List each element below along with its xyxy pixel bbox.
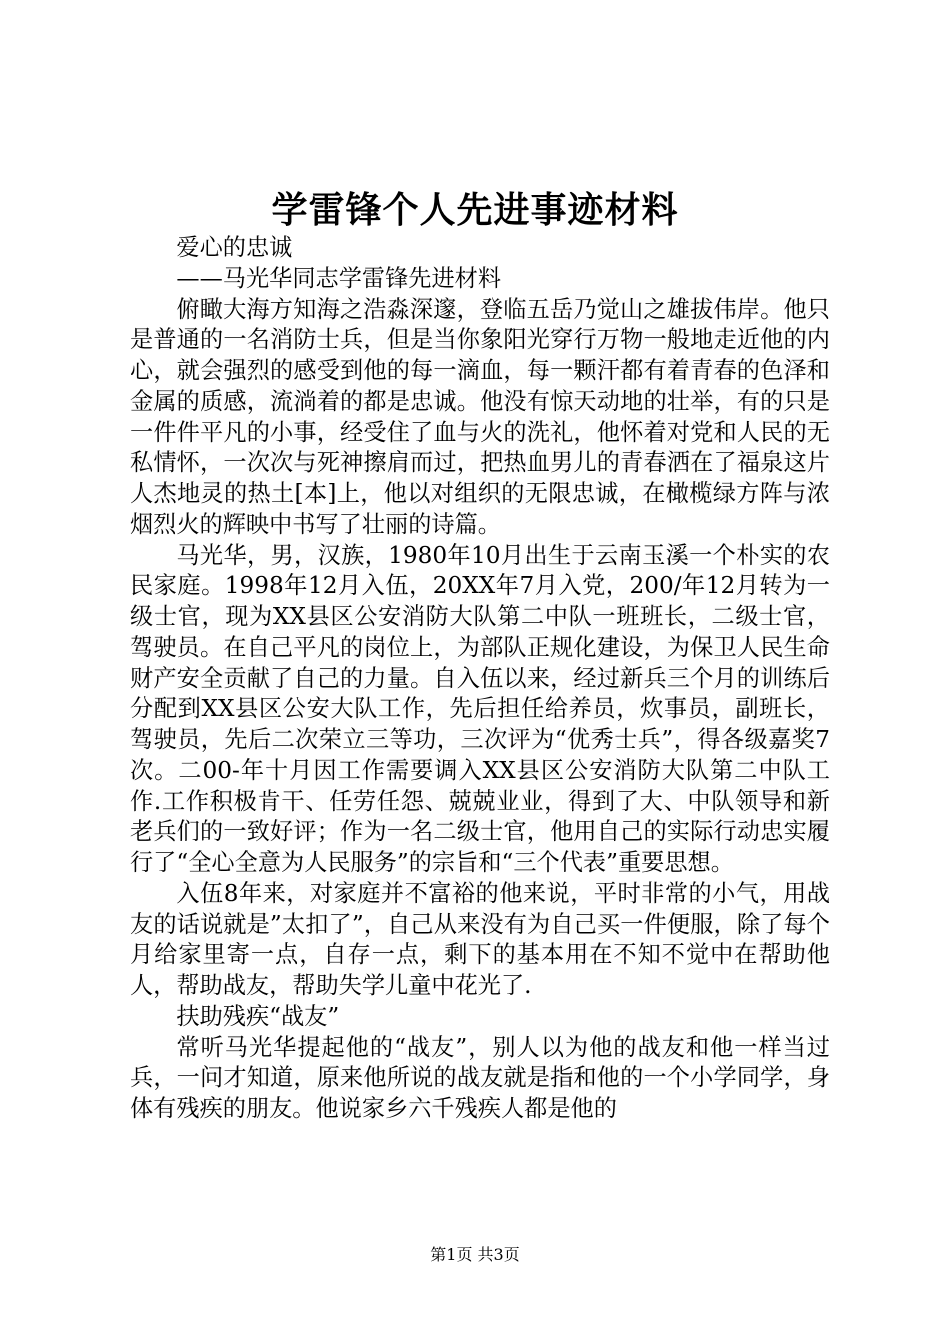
document-body: [130, 233, 830, 1125]
paragraph: 马光华，男，汉族，1980年10月出生于云南玉溪一个朴实的农民家庭。1998年12月入伍，20XX年7月入党，200/年12月转为一级士官，现为XX县区公安消防大队第二中队一班班长，二级士官，驾驶员。在自己平凡的岗位上，为部队正规化建设，为保卫人民生命财产安全贡献了自己的力量。自入伍以来，经过新兵三个月的训练后分配到XX县区公安大队工作，先后担任给养员，炊事员，副班长，驾驶员，先后二次荣立三等功，三次评为“优秀士兵”，得各级嘉奖7次。二00-年十月因工作需要调入XX县区公安消防大队第二中队工作.工作积极肯干、任劳任怨、兢兢业业，得到了大、中队领导和新老兵们的一致好评；作为一名二级士官，他用自己的实际行动忠实履行了“全心全意为人民服务”的宗旨和“三个代表”重要思想。: [130, 541, 830, 876]
subtitle: ——马光华同志学雷锋先进材料: [176, 264, 502, 292]
paragraph: 常听马光华提起他的“战友”，别人以为他的战友和他一样当过兵，一问才知道，原来他所说的战友就是指和他的一个小学同学，身体有残疾的朋友。他说家乡六千残疾人都是他的: [130, 1033, 830, 1122]
paragraph: 入伍8年来，对家庭并不富裕的他来说，平时非常的小气，用战友的话说就是”太扣了”，自己从来没有为自己买一件便服，除了每个月给家里寄一点，自存一点，剩下的基本用在不知不觉中在帮助他人，帮助战友，帮助失学儿童中花光了.: [130, 879, 830, 999]
section-heading: 爱心的忠诚: [176, 234, 293, 261]
section-heading: 扶助残疾“战友”: [176, 1002, 340, 1030]
document-title: 学雷锋个人先进事迹材料: [271, 189, 679, 231]
page-footer: 第1页 共3页: [430, 1245, 520, 1264]
paragraph: 俯瞰大海方知海之浩淼深邃，登临五岳乃觉山之雄拔伟岸。他只是普通的一名消防士兵，但是当你象阳光穿行万物一般地走近他的内心，就会强烈的感受到他的每一滴血，每一颗汗都有着青春的色泽和金属的质感，流淌着的都是忠诚。他没有惊天动地的壮举，有的只是一件件平凡的小事，经受住了血与火的洗礼，他怀着对党和人民的无私情怀，一次次与死神擦肩而过，把热血男儿的青春洒在了福泉这片人杰地灵的热土[本]上，他以对组织的无限忠诚，在橄榄绿方阵与浓烟烈火的辉映中书写了壮丽的诗篇。: [130, 295, 830, 538]
